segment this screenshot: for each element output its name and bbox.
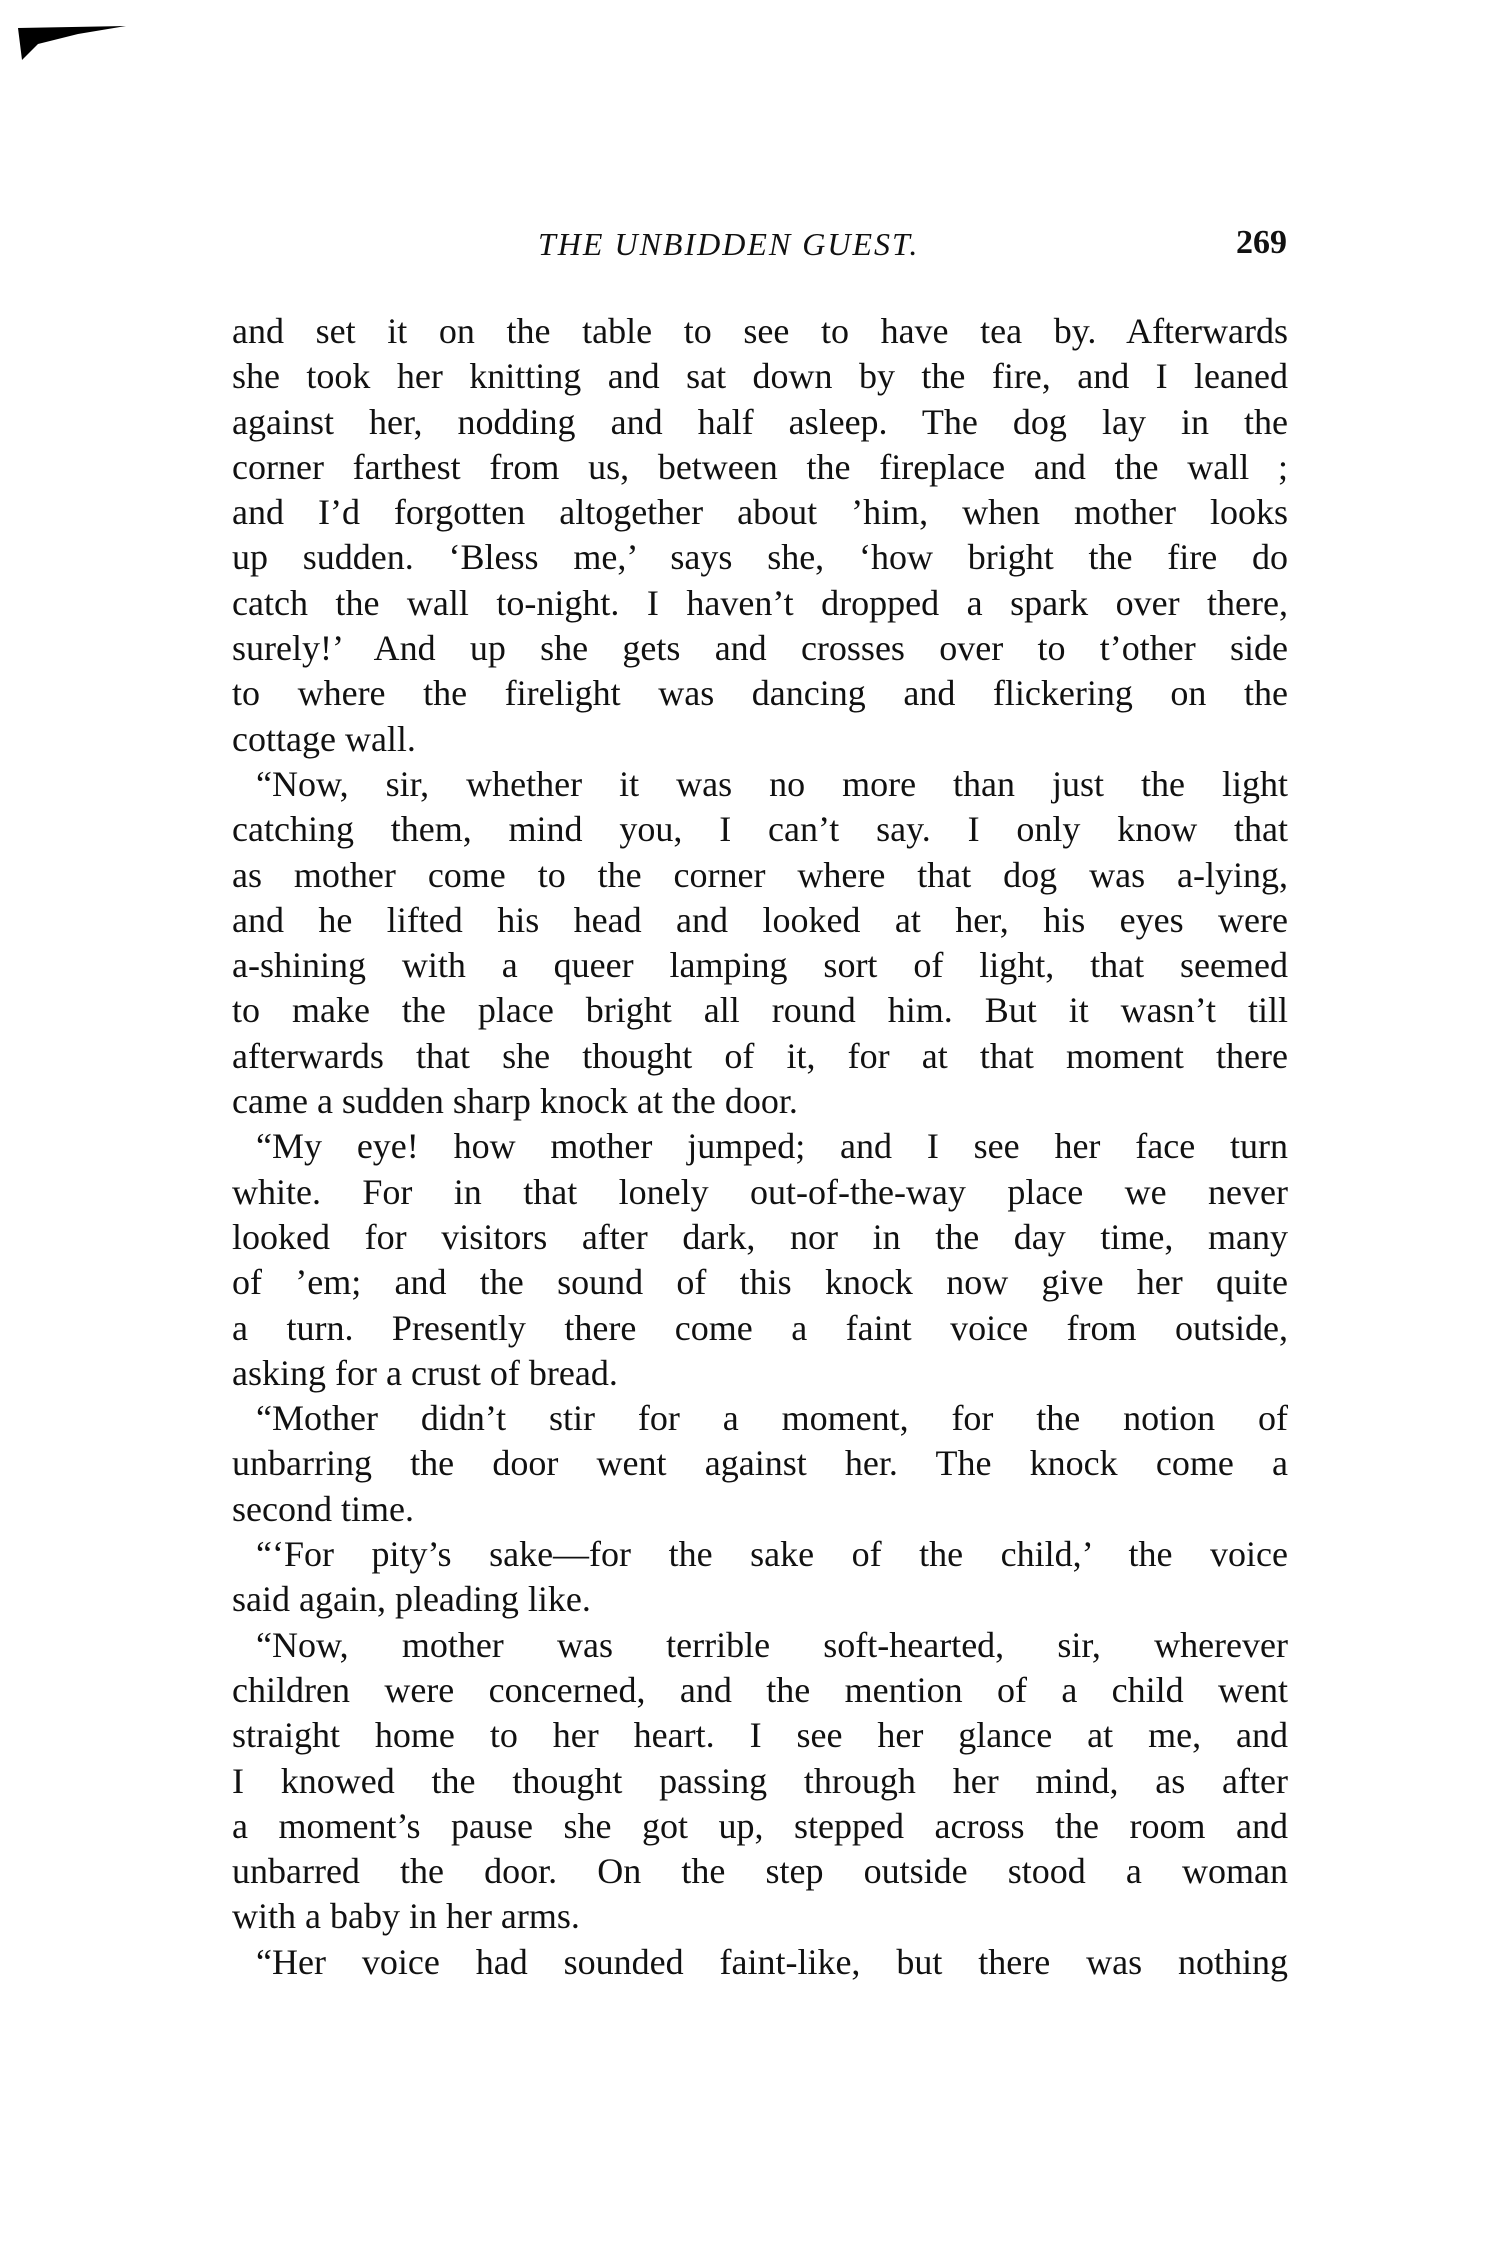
text-line: catching them, mind you, I can’t say. I only know that <box>232 809 1288 850</box>
text-line: straight home to her heart. I see her glance at me, and <box>232 1715 1288 1756</box>
text-line: said again, pleading like. <box>232 1579 591 1620</box>
running-title: THE UNBIDDEN GUEST. <box>538 226 920 262</box>
text-line: a turn. Presently there come a faint voice from outside, <box>232 1307 1288 1348</box>
text-line: unbarring the door went against her. The knock come a <box>232 1443 1288 1484</box>
text-line: corner farthest from us, between the fireplace and the wall ; <box>232 446 1288 487</box>
text-line: to make the place bright all round him. But it wasn’t till <box>232 990 1288 1031</box>
scan-corner-mark <box>18 26 128 66</box>
text-line: second time. <box>232 1488 414 1529</box>
text-line: up sudden. ‘Bless me,’ says she, ‘how bright the fire do <box>232 537 1288 578</box>
text-line: “Her voice had sounded faint-like, but there was nothing <box>256 1941 1288 1982</box>
text-line: I knowed the thought passing through her mind, as after <box>232 1760 1288 1801</box>
text-line: cottage wall. <box>232 718 416 759</box>
text-line: a-shining with a queer lamping sort of light, that seemed <box>232 945 1288 986</box>
text-line: and he lifted his head and looked at her, his eyes were <box>232 899 1288 940</box>
text-line: children were concerned, and the mention of a child went <box>232 1669 1288 1710</box>
text-line: against her, nodding and half asleep. The dog lay in the <box>232 401 1288 442</box>
body-text <box>232 309 1288 1985</box>
text-line: with a baby in her arms. <box>232 1896 580 1937</box>
text-line: unbarred the door. On the step outside stood a woman <box>232 1851 1288 1892</box>
text-line: and set it on the table to see to have tea by. Afterwards <box>232 311 1288 351</box>
text-line: of ’em; and the sound of this knock now give her quite <box>232 1262 1288 1303</box>
text-line: she took her knitting and sat down by the fire, and I leaned <box>232 356 1288 397</box>
text-line: surely!’ And up she gets and crosses over to t’other side <box>232 628 1288 669</box>
text-line: “My eye! how mother jumped; and I see her face turn <box>256 1126 1288 1167</box>
text-line: and I’d forgotten altogether about ’him, when mother looks <box>232 492 1288 533</box>
text-line: looked for visitors after dark, nor in the day time, many <box>232 1216 1288 1257</box>
text-line: as mother come to the corner where that dog was a-lying, <box>232 854 1288 895</box>
page-number: 269 <box>1236 224 1287 261</box>
text-line: afterwards that she thought of it, for at that moment there <box>232 1035 1288 1076</box>
text-line: “Now, mother was terrible soft-hearted, sir, wherever <box>256 1624 1288 1665</box>
text-line: asking for a crust of bread. <box>232 1352 618 1393</box>
text-line: “Now, sir, whether it was no more than just the light <box>256 763 1288 804</box>
text-line: a moment’s pause she got up, stepped across the room and <box>232 1805 1288 1846</box>
text-line: to where the firelight was dancing and flickering on the <box>232 673 1288 714</box>
text-line: white. For in that lonely out-of-the-way place we never <box>232 1171 1288 1212</box>
text-line: catch the wall to-night. I haven’t dropped a spark over there, <box>232 582 1288 623</box>
text-line: “‘For pity’s sake—for the sake of the child,’ the voice <box>256 1534 1288 1575</box>
text-line: “Mother didn’t stir for a moment, for the notion of <box>256 1398 1288 1439</box>
text-line: came a sudden sharp knock at the door. <box>232 1081 798 1122</box>
